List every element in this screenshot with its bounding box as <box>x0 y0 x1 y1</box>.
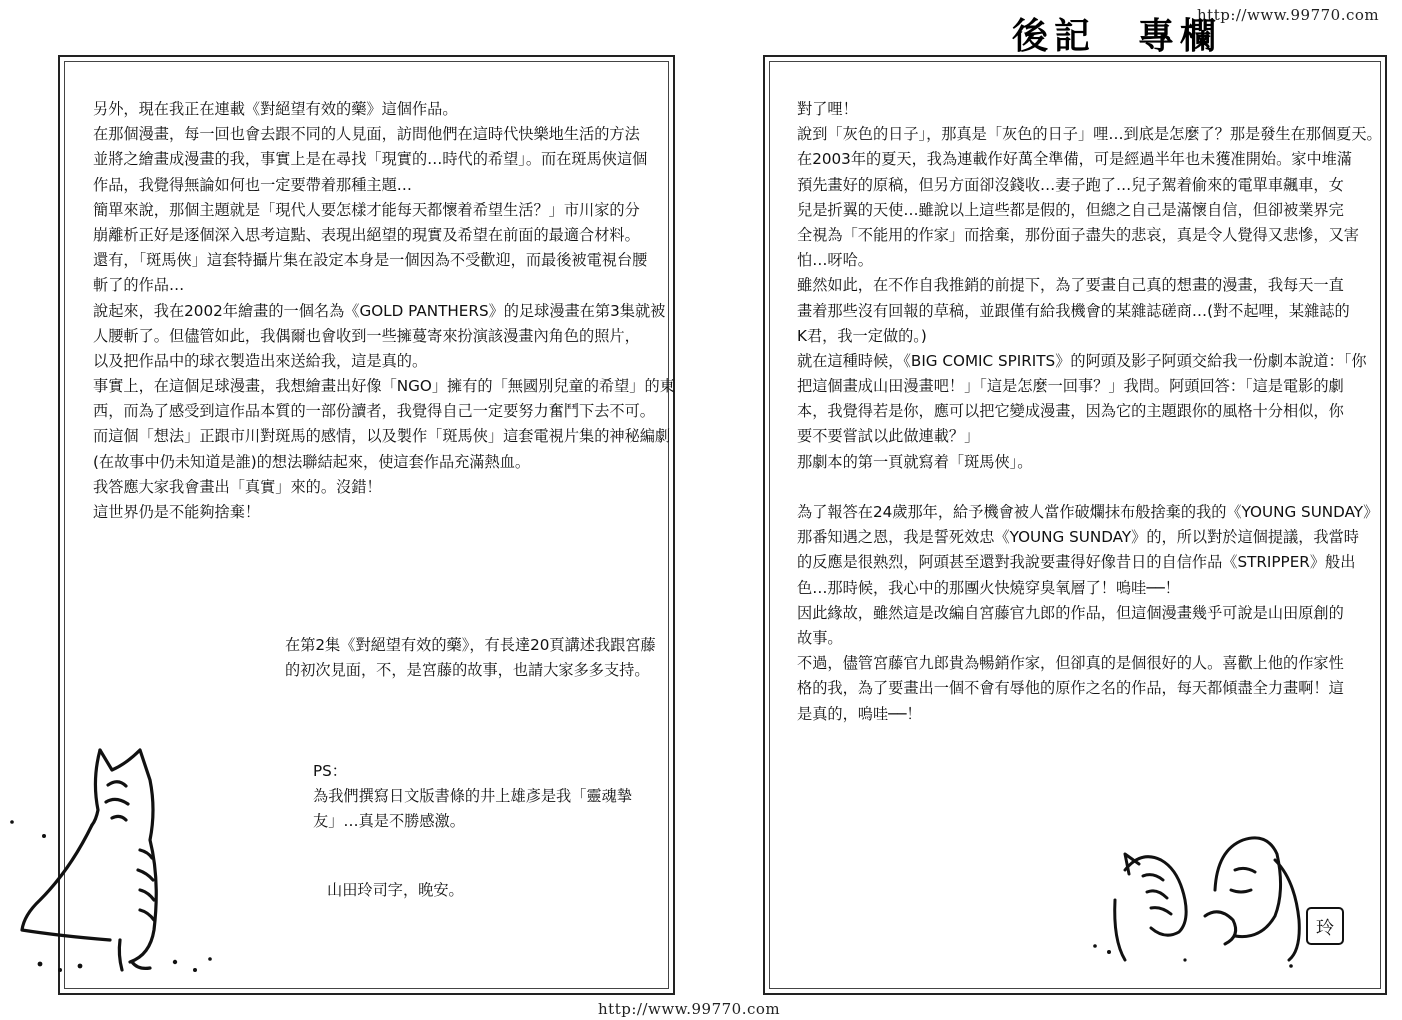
text-line: 的初次見面，不，是宮藤的故事，也請大家多多支持。 <box>285 661 650 680</box>
volume-note <box>285 633 656 683</box>
text-line: 西，而為了感受到這作品本質的一部份讀者，我覺得自己一定要努力奮鬥下去不可。 <box>93 402 655 421</box>
left-body-text <box>93 97 675 525</box>
text-line: 這世界仍是不能夠捨棄！ <box>93 503 261 521</box>
text-line: 說到「灰色的日子」，那真是「灰色的日子」哩…到底是怎麼了？那是發生在那個夏天。 <box>797 125 1382 144</box>
text-line: 為了報答在24歲那年，給予機會被人當作破爛抹布般捨棄的我的《YOUNG SUNDAY》 <box>797 503 1379 521</box>
author-signature: 山田玲司字，晚安。 <box>327 881 464 899</box>
text-line: 為我們撰寫日文版書條的井上雄彥是我「靈魂摯 <box>313 787 632 806</box>
text-line: 崩離析正好是逐個深入思考這點、表現出絕望的現實及希望在前面的最適合材料。 <box>93 225 640 244</box>
right-body-text <box>797 97 1382 727</box>
artist-seal: 玲 <box>1316 918 1334 939</box>
text-line: PS： <box>313 762 347 780</box>
text-line: 故事。 <box>797 628 843 647</box>
watermark-top: http://www.99770.com <box>1197 6 1380 24</box>
text-line: 雖然如此，在不作自我推銷的前提下，為了要畫自己真的想畫的漫畫，我每天一直 <box>797 276 1344 295</box>
text-line: 色…那時候，我心中的那團火快燒穿臭氧層了！嗚哇──！ <box>797 578 1180 597</box>
text-line: 以及把作品中的球衣製造出來送給我，這是真的。 <box>93 351 428 370</box>
text-line: 斬了的作品… <box>93 276 185 295</box>
text-line: 作品，我覺得無論如何也一定要帶着那種主題… <box>93 175 412 194</box>
text-line: 要不要嘗試以此做連載？」 <box>797 427 980 446</box>
text-line: (在故事中仍未知道是誰)的想法聯結起來，使這套作品充滿熱血。 <box>93 452 531 471</box>
text-line: 怕…呀哈。 <box>797 251 873 270</box>
text-line: 不過，儘管宮藤官九郎貴為暢銷作家，但卻真的是個很好的人。喜歡上他的作家性 <box>797 654 1344 673</box>
text-line: 預先畫好的原稿，但另方面卻沒錢收…妻子跑了…兒子駕着偷來的電單車飆車，女 <box>797 175 1344 194</box>
text-line: 那劇本的第一頁就寫着「斑馬俠」。 <box>797 452 1033 471</box>
text-line: K君，我一定做的。) <box>797 326 927 345</box>
text-line: 在2003年的夏天，我為連載作好萬全準備，可是經過半年也未獲准開始。家中堆滿 <box>797 150 1353 169</box>
paragraph-gap <box>797 475 1382 500</box>
text-line: 另外，現在我正在連載《對絕望有效的藥》這個作品。 <box>93 100 458 118</box>
text-line: 還有，「斑馬俠」這套特攝片集在設定本身是一個因為不受歡迎，而最後被電視台腰 <box>93 251 648 270</box>
text-line: 而這個「想法」正跟市川對斑馬的感情，以及製作「斑馬俠」這套電視片集的神秘編劇 <box>93 427 671 446</box>
text-line: 畫着那些沒有回報的草稿，並跟僅有給我機會的某雜誌磋商…(對不起哩，某雜誌的 <box>797 301 1350 320</box>
text-line: 並將之繪畫成漫畫的我，事實上是在尋找「現實的…時代的希望」。而在斑馬俠這個 <box>93 150 648 169</box>
text-line: 在那個漫畫，每一回也會去跟不同的人見面，訪問他們在這時代快樂地生活的方法 <box>93 125 640 144</box>
text-line: 簡單來說，那個主題就是「現代人要怎樣才能每天都懷着希望生活？」市川家的分 <box>93 200 640 219</box>
text-line: 友」…真是不勝感激。 <box>313 812 465 831</box>
ps-note <box>313 759 632 835</box>
text-line: 就在這種時候，《BIG COMIC SPIRITS》的阿頭及影子阿頭交給我一份劇本說道：「你 <box>797 351 1367 370</box>
zebra-hero-illustration <box>0 740 230 980</box>
text-line: 把這個畫成山田漫畫吧！」「這是怎麼一回事？」我問。阿頭回答：「這是電影的劇 <box>797 377 1344 396</box>
text-line: 全視為「不能用的作家」而捨棄，那份面子盡失的悲哀，真是令人覺得又悲慘，又害 <box>797 225 1359 244</box>
text-line: 對了哩！ <box>797 100 858 118</box>
text-line: 我答應大家我會畫出「真實」來的。沒錯！ <box>93 477 382 496</box>
text-line: 在第2集《對絕望有效的藥》，有長達20頁講述我跟宮藤 <box>285 636 656 654</box>
text-line: 格的我，為了要畫出一個不會有辱他的原作之名的作品，每天都傾盡全力畫啊！這 <box>797 679 1344 698</box>
page-title: 後記 專欄 <box>1012 16 1223 57</box>
text-line: 因此緣故，雖然這是改編自宮藤官九郎的作品，但這個漫畫幾乎可說是山田原創的 <box>797 603 1344 622</box>
text-line: 兒是折翼的天使…雖說以上這些都是假的，但總之自己是滿懷自信，但卻被業界完 <box>797 200 1344 219</box>
text-line: 那番知遇之恩，我是誓死效忠《YOUNG SUNDAY》的，所以對於這個提議，我當時 <box>797 528 1359 547</box>
zebra-and-man-illustration <box>1085 810 1360 975</box>
text-line: 事實上，在這個足球漫畫，我想繪畫出好像「NGO」擁有的「無國別兒童的希望」的東 <box>93 377 675 396</box>
text-line: 說起來，我在2002年繪畫的一個名為《GOLD PANTHERS》的足球漫畫在第3集就被 <box>93 301 666 320</box>
text-line: 是真的，嗚哇──！ <box>797 704 922 723</box>
watermark-bottom: http://www.99770.com <box>598 1000 781 1018</box>
text-line: 本，我覺得若是你，應可以把它變成漫畫，因為它的主題跟你的風格十分相似，你 <box>797 402 1344 421</box>
text-line: 的反應是很熟烈，阿頭甚至還對我說要畫得好像昔日的自信作品《STRIPPER》般出 <box>797 553 1356 572</box>
text-line: 人腰斬了。但儘管如此，我偶爾也會收到一些擁蔓寄來扮演該漫畫內角色的照片， <box>93 326 640 345</box>
